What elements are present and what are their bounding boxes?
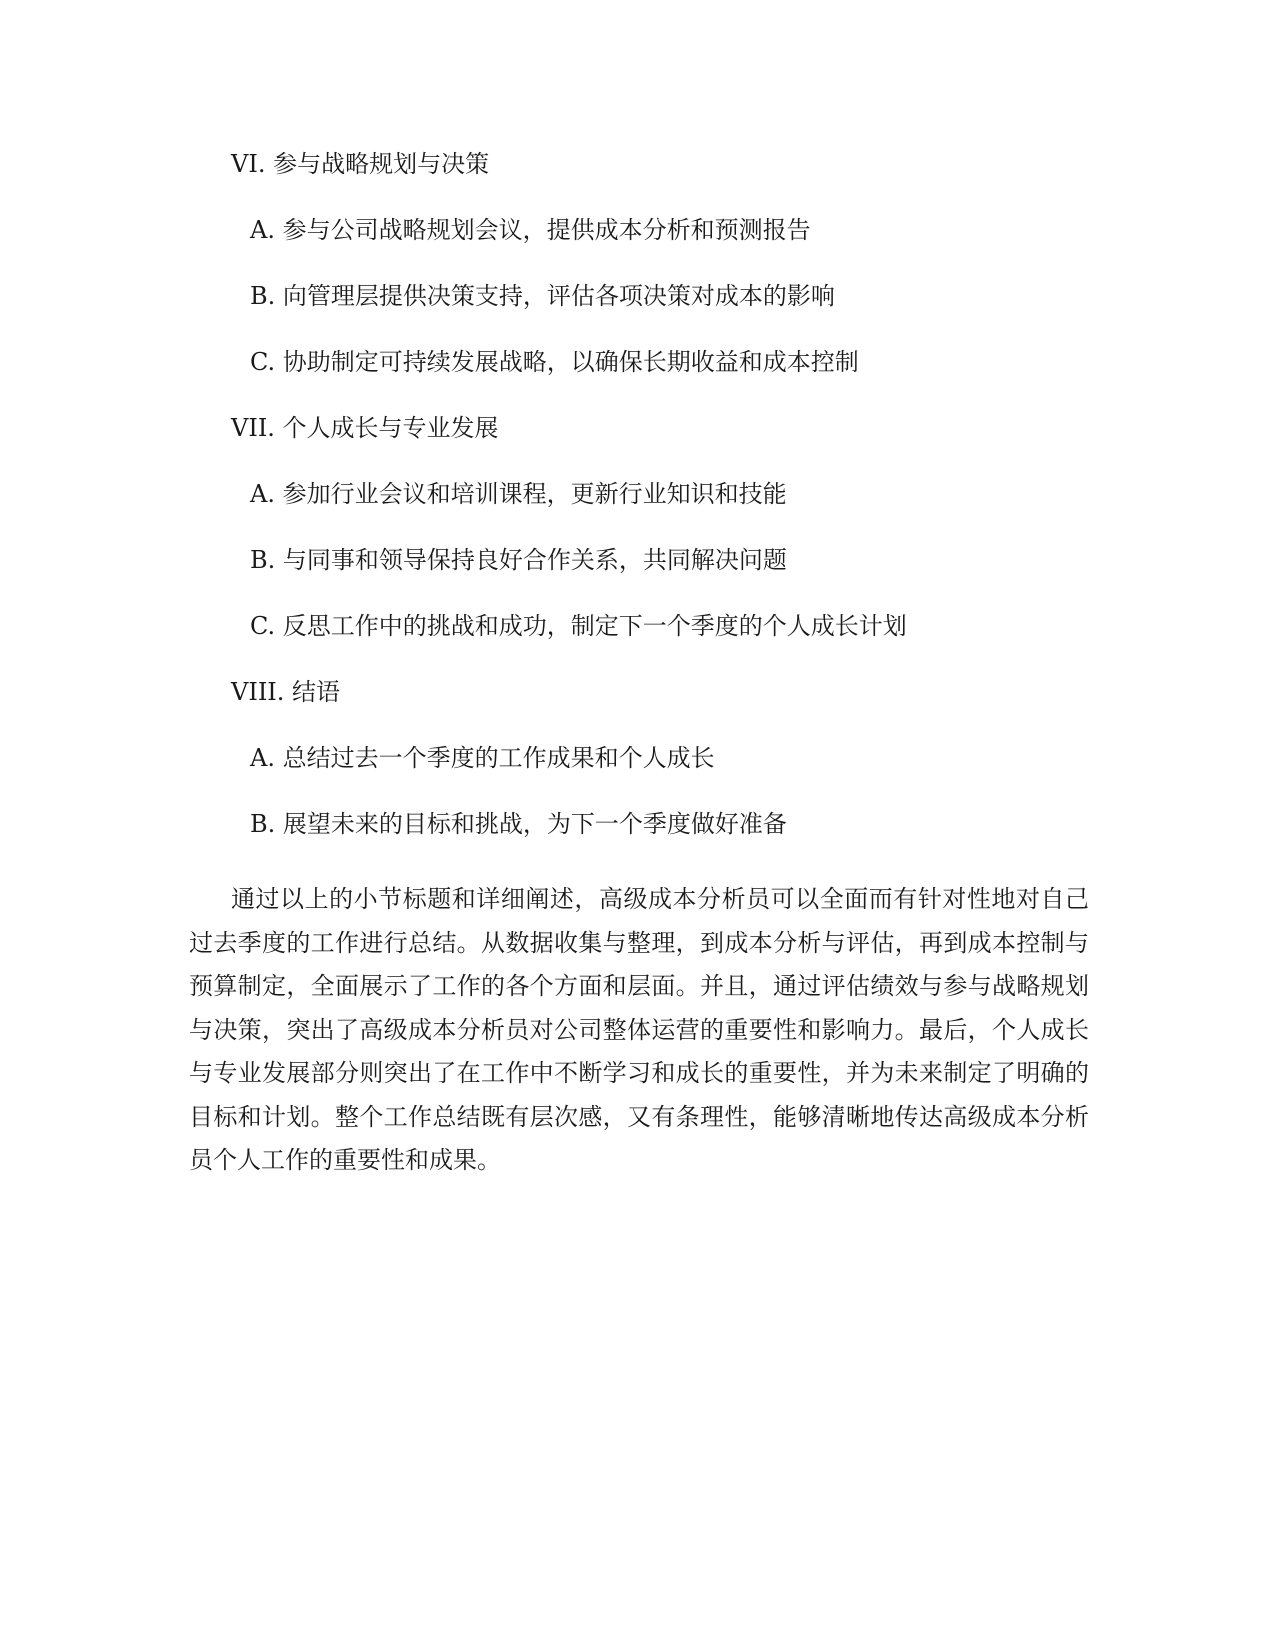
section-heading: VI. 参与战略规划与决策 [231,150,490,178]
list-item: A. 参与公司战略规划会议，提供成本分析和预测报告 [250,216,811,244]
section-heading: VII. 个人成长与专业发展 [231,414,499,442]
list-item: B. 向管理层提供决策支持，评估各项决策对成本的影响 [250,282,835,310]
list-item: B. 展望未来的目标和挑战，为下一个季度做好准备 [250,810,787,838]
list-item: A. 参加行业会议和培训课程，更新行业知识和技能 [250,480,787,508]
list-item: C. 协助制定可持续发展战略，以确保长期收益和成本控制 [250,348,859,376]
list-item: B. 与同事和领导保持良好合作关系，共同解决问题 [250,546,787,574]
list-item: C. 反思工作中的挑战和成功，制定下一个季度的个人成长计划 [250,612,907,640]
section-heading: VIII. 结语 [231,678,341,706]
summary-paragraph: 通过以上的小节标题和详细阐述，高级成本分析员可以全面而有针对性地对自己过去季度的工作进行总结。从数据收集与整理，到成本分析与评估，再到成本控制与预算制定，全面展示了工作的各个方面和层面。并且，通过评估绩效与参与战略规划与决策，突出了高级成本分析员对公司整体运营的重要性和影响力。最后，个人成长与专业发展部分则突出了在工作中不断学习和成长的重要性，并为未来制定了明确的目标和计划。整个工作总结既有层次感，又有条理性，能够清晰地传达高级成本分析员个人工作的重要性和成果。 [189,885,1089,1174]
list-item: A. 总结过去一个季度的工作成果和个人成长 [250,744,715,772]
